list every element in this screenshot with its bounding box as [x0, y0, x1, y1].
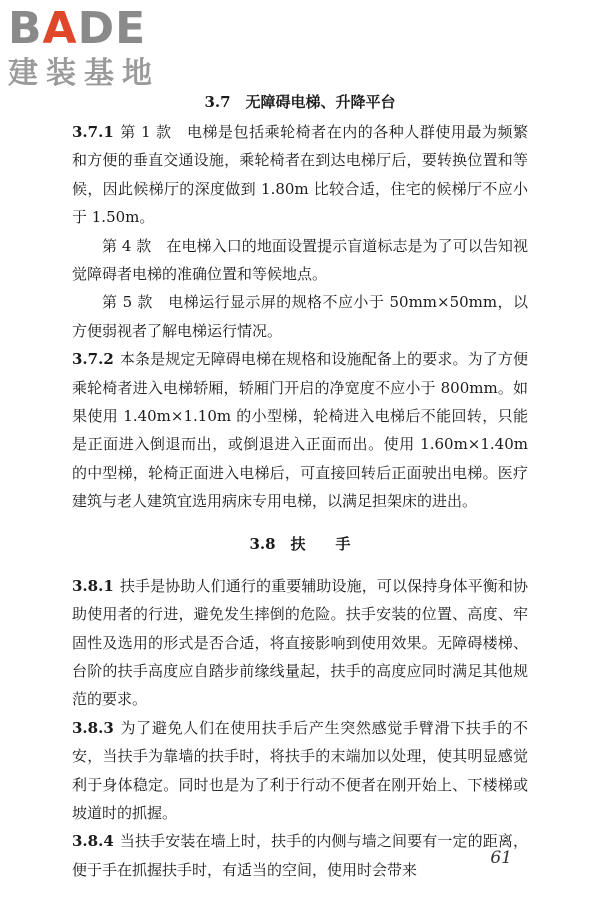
- clause-text: 第 4 款 在电梯入口的地面设置提示盲道标志是为了可以告知视觉障碍者电梯的准确位置和等候地点。: [72, 236, 528, 284]
- section-title-3-8: 3.8 扶 手: [249, 534, 351, 553]
- clause-number: 3.7.1: [72, 123, 114, 141]
- section-title-3-7: 3.7 无障碍电梯、升降平台: [204, 93, 396, 111]
- clause-text: 扶手是协助人们通行的重要辅助设施，可以保持身体平衡和协助使用者的行进，避免发生摔倒的危险。扶手安装的位置、高度、牢固性及选用的形式是否合适，将直接影响到使用效果。无障碍楼梯、台阶的扶手高度应自踏步前缘线量起，扶手的高度应同时满足其他规范的要求。: [72, 576, 528, 709]
- clause-text: 第 1 款 电梯是包括乘轮椅者在内的各种人群使用最为频繁和方便的垂直交通设施，乘轮椅者在到达电梯厅后，要转换位置和等候，因此候梯厅的深度做到 1.80m 比较合适，住宅的候梯厅不应小于 1.50m。: [72, 123, 528, 227]
- clause-3-8-1: [72, 572, 528, 714]
- logo-wordmark: [8, 4, 188, 54]
- clause-3-8-3: [72, 714, 528, 828]
- logo-letters-de: DE: [77, 3, 147, 54]
- page-number: 61: [490, 848, 512, 868]
- clause-number: 3.8.3: [72, 718, 114, 737]
- clause-number: 3.8.1: [72, 576, 114, 595]
- clause-text: 本条是规定无障碍电梯在规格和设施配备上的要求。为了方便乘轮椅者进入电梯轿厢，轿厢门开启的净宽度不应小于 800mm。如果使用 1.40m×1.10m 的小型梯，轮椅进入电梯后不能回转，只能是正面进入倒退而出，或倒退进入正面而出。使用 1.60m×1.40m 的中型梯，轮椅正面进入电梯后，可直接回转后正面驶出电梯。医疗建筑与老人建筑宜选用病床专用电梯，以满足担架床的进出。: [72, 350, 528, 511]
- clause-3-7-2: [72, 345, 528, 515]
- clause-number: 3.7.2: [72, 350, 114, 369]
- clause-3-8-4: [72, 827, 528, 884]
- clause-3-7-1: [72, 118, 528, 232]
- logo-letter-a: A: [42, 3, 78, 54]
- clause-text: 为了避免人们在使用扶手后产生突然感觉手臂滑下扶手的不安，当扶手为靠墙的扶手时，将扶手的末端加以处理，使其明显感觉利于身体稳定。同时也是为了利于行动不便者在刚开始上、下楼梯或坡道时的抓握。: [72, 718, 528, 822]
- clause-text: 第 5 款 电梯运行显示屏的规格不应小于 50mm×50mm，以方便弱视者了解电梯运行情况。: [72, 293, 528, 340]
- clause-text: 当扶手安装在墙上时，扶手的内侧与墙之间要有一定的距离，便于手在抓握扶手时，有适当的空间，使用时会带来: [72, 832, 528, 879]
- logo-subtitle: 建装基地: [8, 56, 160, 91]
- clause-number: 3.8.4: [72, 832, 114, 851]
- brand-logo: [8, 4, 188, 94]
- document-body: [72, 88, 528, 884]
- clause-3-7-1-item-4: [72, 232, 528, 289]
- clause-3-7-1-item-5: [72, 288, 528, 345]
- logo-letter-b: B: [8, 3, 43, 54]
